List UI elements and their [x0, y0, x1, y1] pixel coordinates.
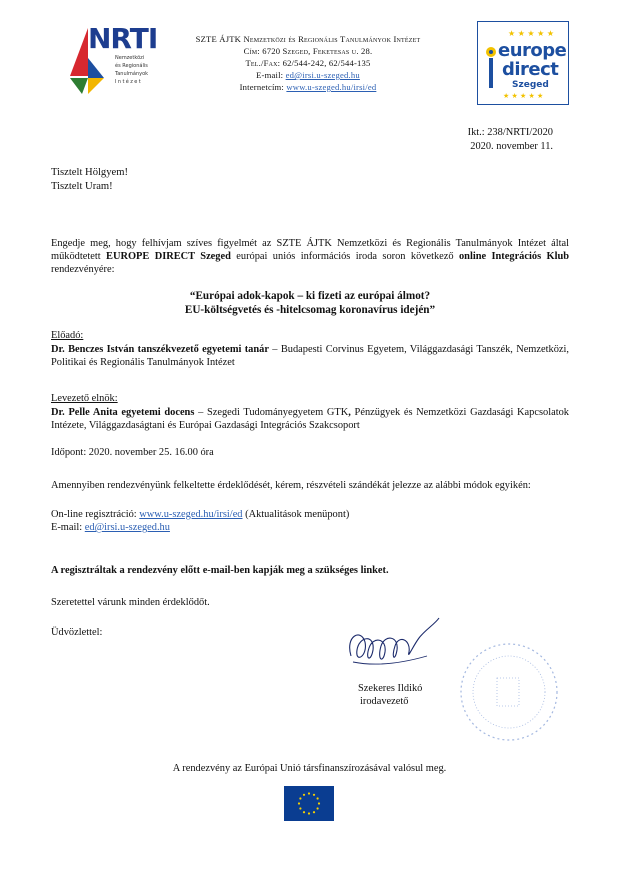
event-title-line-2: EU-költségvetés és -hitelcsomag koronavírus idején” — [184, 304, 436, 316]
greeting-line-2: Tisztelt Uram! — [51, 181, 113, 192]
invite-text: Szeretettel várunk minden érdeklődőt. — [51, 597, 210, 608]
intro-paragraph: Engedje meg, hogy felhívjam szíves figyelmét az SZTE ÁJTK Nemzetközi és Regionális Tanulmányok Intézet által működtetett EUROPE DIRECT Szeged európai uniós információs iroda soron következő online Integrációs Klub rendezvényére: — [51, 238, 570, 276]
chair-name: Dr. Pelle Anita egyetemi docens — [51, 407, 195, 418]
reference-block — [468, 126, 553, 153]
svg-text:★ ★ ★ ★ ★: ★ ★ ★ ★ ★ — [508, 29, 555, 38]
signer-block — [358, 682, 422, 708]
registration-online-link[interactable]: www.u-szeged.hu/irsi/ed — [139, 509, 243, 520]
institute-phone: Tel./Fax: 62/544-242, 62/544-135 — [245, 58, 371, 68]
event-time: Időpont: 2020. november 25. 16.00 óra — [51, 447, 214, 458]
registration-online: On-line regisztráció: www.u-szeged.hu/irsi/ed (Aktualitások menüpont) — [51, 509, 350, 520]
greeting — [51, 166, 128, 194]
header-web-link[interactable]: www.u-szeged.hu/irsi/ed — [286, 82, 377, 92]
registration-email-link[interactable]: ed@irsi.u-szeged.hu — [84, 522, 170, 533]
registration-email: E-mail: ed@irsi.u-szeged.hu — [51, 522, 170, 533]
reference-number: Ikt.: 238/NRTI/2020 — [467, 127, 553, 138]
reference-date: 2020. november 11. — [470, 140, 553, 152]
nrti-logo — [68, 22, 158, 96]
closing-text: Üdvözlettel: — [51, 627, 103, 638]
signer-name: Szekeres Ildikó — [358, 683, 423, 694]
presenter-label: Előadó: — [51, 330, 84, 341]
chair-details: Dr. Pelle Anita egyetemi docens – Szegedi Tudományegyetem GTK, Pénzügyek és Nemzetközi Gazdasági Kapcsolatok Intézete, Világgazdaságtani és Európai Gazdasági Integrációs Szakcsoport — [51, 407, 569, 432]
nrti-logo-text: NRTI — [88, 22, 158, 55]
integracios-klub-bold: online Integrációs Klub — [458, 251, 570, 263]
institute-header — [176, 33, 440, 93]
ed-logo-line2: direct — [502, 59, 559, 80]
eu-flag — [284, 786, 334, 821]
nrti-logo-subtext: Nemzetközi és Regionális Tanulmányok Intézet — [115, 55, 149, 85]
registration-note: A regisztráltak a rendezvény előtt e-mail-ben kapják meg a szükséges linket. — [51, 565, 389, 576]
institute-email: E-mail: ed@irsi.u-szeged.hu — [256, 70, 360, 80]
event-title — [51, 289, 569, 317]
institute-web: Internetcím: www.u-szeged.hu/irsi/ed — [239, 82, 377, 92]
chair-label: Levezető elnök: — [51, 393, 118, 404]
signer-title: irodavezető — [360, 696, 409, 707]
registration-intro: Amennyiben rendezvényünk felkeltette érdeklődését, kérem, részvételi szándékát jelezze az alábbi módok egyikén: — [51, 480, 531, 491]
presenter-details: Dr. Benczes István tanszékvezető egyetemi tanár – Budapesti Corvinus Egyetem, Világgazdasági Tanszék, Nemzetközi, Politikai és Regionális Tanulmányok Intézet — [51, 344, 569, 369]
ed-logo-line1: europe — [498, 40, 567, 61]
footer-text: A rendezvény az Európai Unió társfinanszírozásával valósul meg. — [172, 763, 447, 774]
signature — [343, 616, 443, 678]
europe-direct-bold: EUROPE DIRECT Szeged — [106, 251, 231, 263]
presenter-name: Dr. Benczes István tanszékvezető egyetemi tanár — [51, 344, 269, 355]
official-seal — [457, 640, 561, 744]
europe-direct-logo — [477, 21, 569, 105]
institute-address: Cím: 6720 Szeged, Feketesas u. 28. — [243, 46, 373, 56]
ed-logo-line3: Szeged — [512, 80, 549, 90]
header-email-link[interactable]: ed@irsi.u-szeged.hu — [285, 70, 360, 80]
svg-text:★ ★ ★ ★ ★: ★ ★ ★ ★ ★ — [503, 92, 544, 100]
institute-name: SZTE ÁJTK Nemzetközi és Regionális Tanulmányok Intézet — [195, 34, 421, 44]
greeting-line-1: Tisztelt Hölgyem! — [51, 167, 129, 178]
event-title-line-1: “Európai adok-kapok – ki fizeti az európai álmot? — [189, 290, 431, 302]
